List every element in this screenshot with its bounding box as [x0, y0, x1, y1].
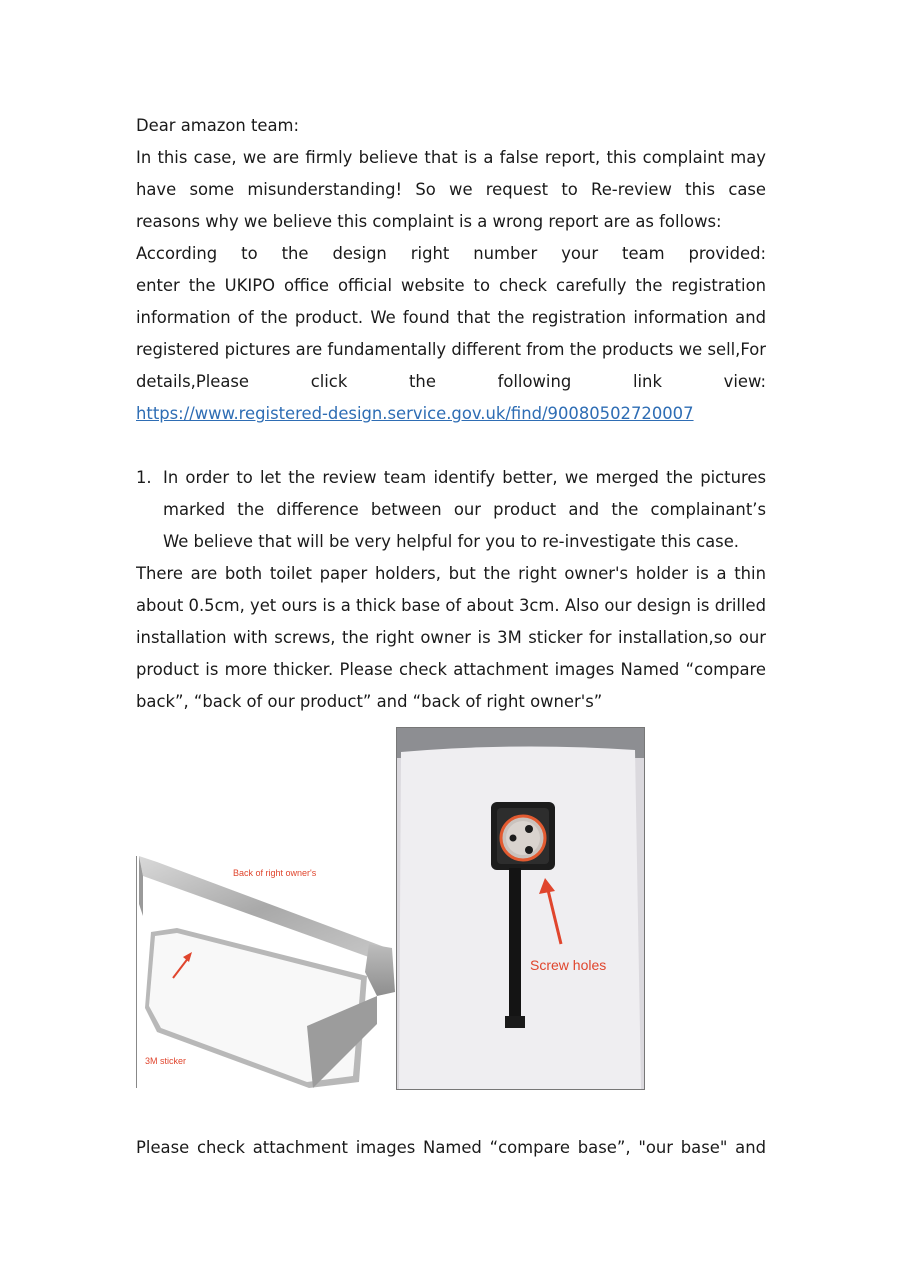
- list-item: [136, 462, 766, 558]
- comparison-photos: [136, 727, 644, 1088]
- our-holder-image: [397, 728, 644, 1089]
- paragraph-spacer: [136, 430, 766, 462]
- registered-design-link[interactable]: https://www.registered-design.service.gov.uk/find/90080502720007: [136, 404, 694, 423]
- list-item-line: In order to let the review team identify better, we merged the pictures: [163, 468, 766, 487]
- list-item-line: marked the difference between our product and the complainant’s: [163, 500, 766, 519]
- list-number: 1.: [136, 468, 152, 487]
- para3-line: installation with screws, the right owner is 3M sticker for installation,so our: [136, 628, 766, 647]
- para1-line: reasons why we believe this complaint is a wrong report are as follows:: [136, 212, 722, 231]
- para3-line: back”, “back of our product” and “back of right owner's”: [136, 692, 603, 711]
- para2-line: details,Please click the following link view:: [136, 372, 766, 391]
- para2-line: registered pictures are fundamentally different from the products we sell,For: [136, 340, 766, 359]
- para3-line: about 0.5cm, yet ours is a thick base of about 3cm. Also our design is drilled: [136, 596, 766, 615]
- para2-line: According to the design right number your team provided:: [136, 244, 766, 263]
- para3-line: There are both toilet paper holders, but the right owner's holder is a thin: [136, 564, 766, 583]
- para3-line: product is more thicker. Please check attachment images Named “compare: [136, 660, 766, 679]
- right-owner-holder-image: [137, 856, 395, 1088]
- right-owner-back-label: Back of right owner's: [233, 868, 317, 878]
- para1-line: In this case, we are firmly believe that is a false report, this complaint may: [136, 148, 766, 167]
- right-owner-back-photo: [136, 856, 395, 1088]
- bottom-paragraph: [136, 1132, 766, 1164]
- para2-line: enter the UKIPO office official website to check carefully the registration: [136, 276, 766, 295]
- greeting: Dear amazon team:: [136, 116, 300, 135]
- our-product-back-photo: [396, 727, 645, 1090]
- para2-line: information of the product. We found that the registration information and: [136, 308, 766, 327]
- screw-holes-label: Screw holes: [530, 957, 607, 973]
- para1-line: have some misunderstanding! So we request to Re-review this case: [136, 180, 766, 199]
- bottom-line: Please check attachment images Named “compare base”, "our base" and: [136, 1138, 766, 1157]
- letter-body: [136, 110, 766, 718]
- list-item-line: We believe that will be very helpful for you to re-investigate this case.: [163, 532, 740, 551]
- sticker-label: 3M sticker: [145, 1056, 187, 1066]
